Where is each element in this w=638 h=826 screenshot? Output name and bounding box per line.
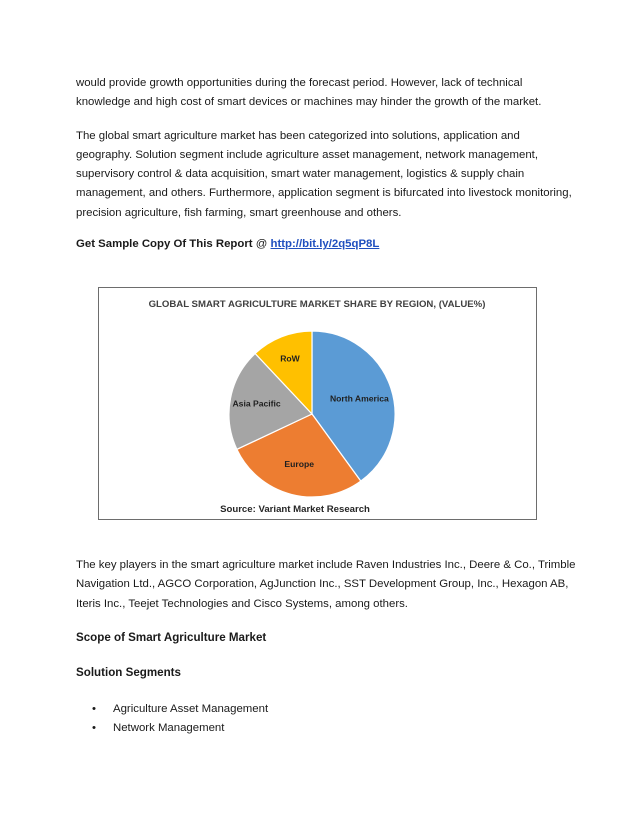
bullet-icon: • [92, 722, 96, 734]
heading-solution-segments: Solution Segments [76, 666, 181, 679]
pie-label-asia-pacific: Asia Pacific [232, 398, 281, 409]
pie-label-row: RoW [280, 353, 300, 364]
bullet-icon: • [92, 703, 96, 715]
pie-label-europe: Europe [284, 458, 315, 469]
pie-label-north-america: North America [329, 393, 389, 404]
paragraph-segmentation: The global smart agriculture market has been categorized into solutions, application and geography. Solution segment include agriculture asset management, network management, supervisory control & data acquisition, smart water management, logistics & supply chain management, and others. Furthermore, application segment is bifurcated into livestock monitoring, precision agriculture, fish farming, smart greenhouse and others. [76, 129, 572, 219]
paragraph-key-players: The key players in the smart agriculture market include Raven Industries Inc., Deere & Co., Trimble Navigation Ltd., AGCO Corporation, AgJunction Inc., SST Development Group, Inc., Hexagon AB, Iteris Inc., Teejet Technologies and Cisco Systems, among others. [76, 559, 576, 610]
chart-figure [98, 287, 537, 520]
page-body [76, 74, 576, 254]
sample-copy-line [76, 235, 576, 254]
sample-copy-label: Get Sample Copy Of This Report [76, 238, 253, 251]
solution-segment-list [76, 700, 268, 738]
sample-copy-at: @ [255, 238, 268, 251]
paragraph-intro: would provide growth opportunities during the forecast period. However, lack of technical knowledge and high cost of smart devices or machines may hinder the growth of the market. [76, 77, 542, 109]
sample-copy-link[interactable]: http://bit.ly/2q5qP8L [270, 238, 380, 251]
pie-chart [99, 288, 536, 519]
heading-scope: Scope of Smart Agriculture Market [76, 631, 267, 644]
list-item: • Agriculture Asset Management [76, 700, 268, 719]
chart-title: GLOBAL SMART AGRICULTURE MARKET SHARE BY REGION, (VALUE%) [148, 299, 486, 310]
list-item: • Network Management [76, 719, 268, 738]
chart-source: Source: Variant Market Research [220, 504, 370, 515]
